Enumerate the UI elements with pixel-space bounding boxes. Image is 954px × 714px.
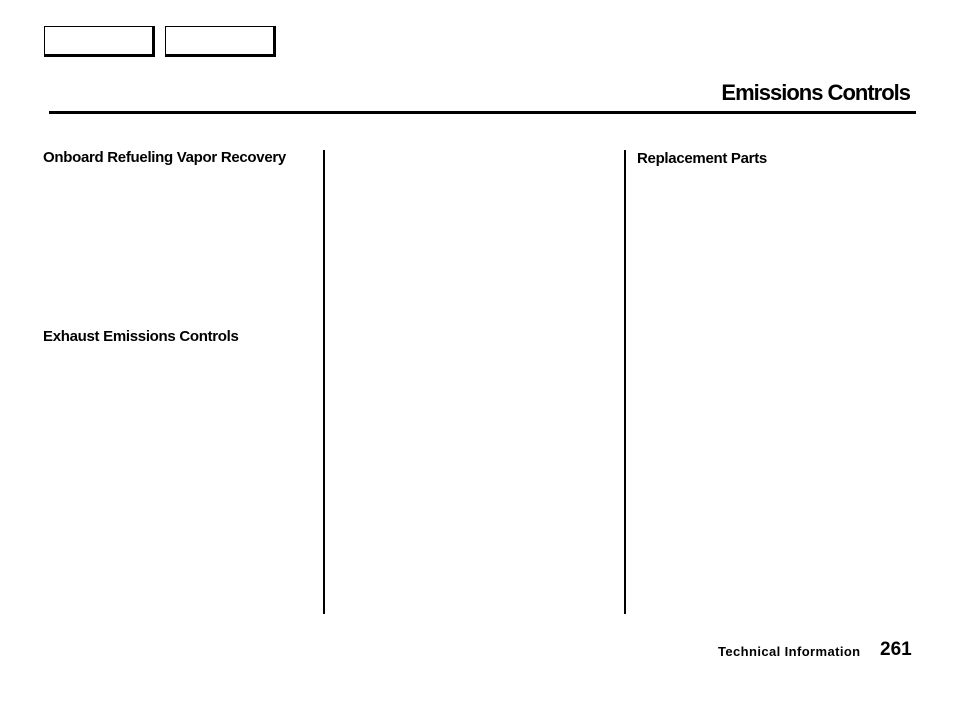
section-heading-exhaust-emissions-controls: Exhaust Emissions Controls <box>43 328 239 345</box>
nav-button-next[interactable] <box>165 26 276 57</box>
column-divider-right <box>624 150 626 614</box>
section-heading-replacement-parts: Replacement Parts <box>637 150 767 167</box>
column-divider-left <box>323 150 325 614</box>
title-underline-rule <box>49 111 916 114</box>
page-number: 261 <box>880 639 912 660</box>
page-title: Emissions Controls <box>721 80 910 105</box>
footer-section-name: Technical Information <box>718 644 861 659</box>
nav-button-previous[interactable] <box>44 26 155 57</box>
section-heading-onboard-refueling-vapor-recovery: Onboard Refueling Vapor Recovery <box>43 149 286 166</box>
